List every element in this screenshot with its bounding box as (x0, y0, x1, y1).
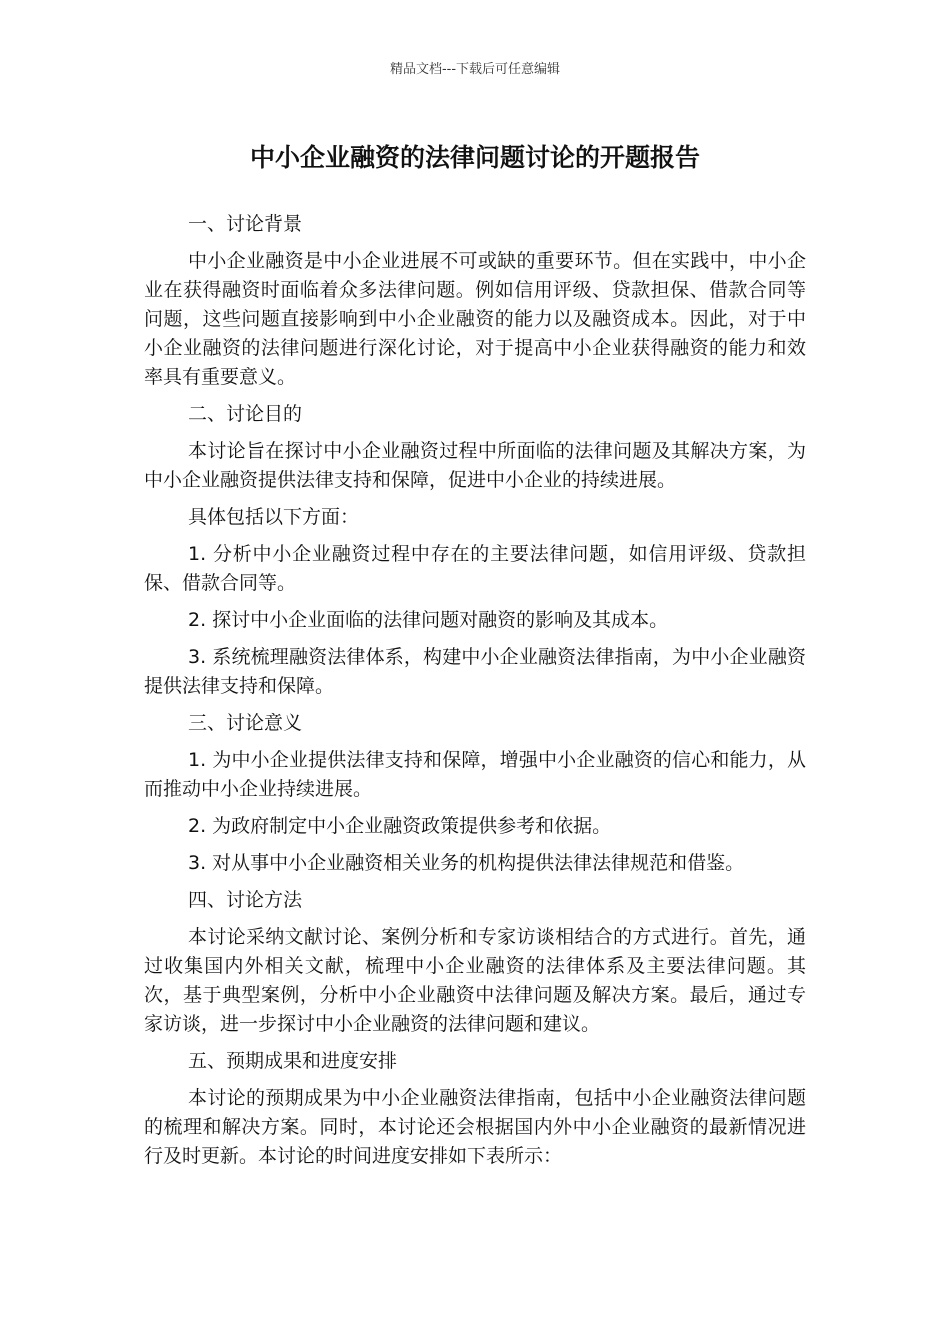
paragraph-purpose: 本讨论旨在探讨中小企业融资过程中所面临的法律问题及其解决方案，为中小企业融资提供法律支持和保障，促进中小企业的持续进展。 (144, 440, 806, 491)
list-item-purpose-2: 2. 探讨中小企业面临的法律问题对融资的影响及其成本。 (188, 609, 669, 631)
page-header-note: 精品文档---下载后可任意编辑 (389, 62, 561, 77)
list-item-purpose-3: 3. 系统梳理融资法律体系，构建中小企业融资法律指南，为中小企业融资提供法律支持和保障。 (144, 646, 806, 697)
section-heading-outcomes: 五、预期成果和进度安排 (188, 1050, 398, 1072)
section-heading-background: 一、讨论背景 (188, 213, 303, 235)
section-heading-method: 四、讨论方法 (188, 889, 303, 911)
section-heading-significance: 三、讨论意义 (188, 712, 303, 734)
list-item-significance-1: 1. 为中小企业提供法律支持和保障，增强中小企业融资的信心和能力，从而推动中小企业持续进展。 (144, 749, 806, 800)
section-heading-purpose: 二、讨论目的 (188, 403, 303, 425)
list-item-purpose-1: 1. 分析中小企业融资过程中存在的主要法律问题，如信用评级、贷款担保、借款合同等。 (144, 543, 806, 594)
paragraph-background: 中小企业融资是中小企业进展不可或缺的重要环节。但在实践中，中小企业在获得融资时面临着众多法律问题。例如信用评级、贷款担保、借款合同等问题，这些问题直接影响到中小企业融资的能力以及融资成本。因此，对于中小企业融资的法律问题进行深化讨论，对于提高中小企业获得融资的能力和效率具有重要意义。 (144, 250, 806, 388)
document-body (144, 210, 806, 1179)
list-item-significance-2: 2. 为政府制定中小企业融资政策提供参考和依据。 (188, 815, 612, 837)
paragraph-outcomes: 本讨论的预期成果为中小企业融资法律指南，包括中小企业融资法律问题的梳理和解决方案。同时，本讨论还会根据国内外中小企业融资的最新情况进行及时更新。本讨论的时间进度安排如下表所示： (144, 1087, 806, 1167)
list-item-significance-3: 3. 对从事中小企业融资相关业务的机构提供法律法律规范和借鉴。 (188, 852, 745, 874)
paragraph-purpose-intro: 具体包括以下方面： (188, 506, 360, 528)
document-title: 中小企业融资的法律问题讨论的开题报告 (249, 143, 700, 172)
paragraph-method: 本讨论采纳文献讨论、案例分析和专家访谈相结合的方式进行。首先，通过收集国内外相关文献，梳理中小企业融资的法律体系及主要法律问题。其次，基于典型案例，分析中小企业融资中法律问题及解决方案。最后，通过专家访谈，进一步探讨中小企业融资的法律问题和建议。 (144, 926, 806, 1035)
